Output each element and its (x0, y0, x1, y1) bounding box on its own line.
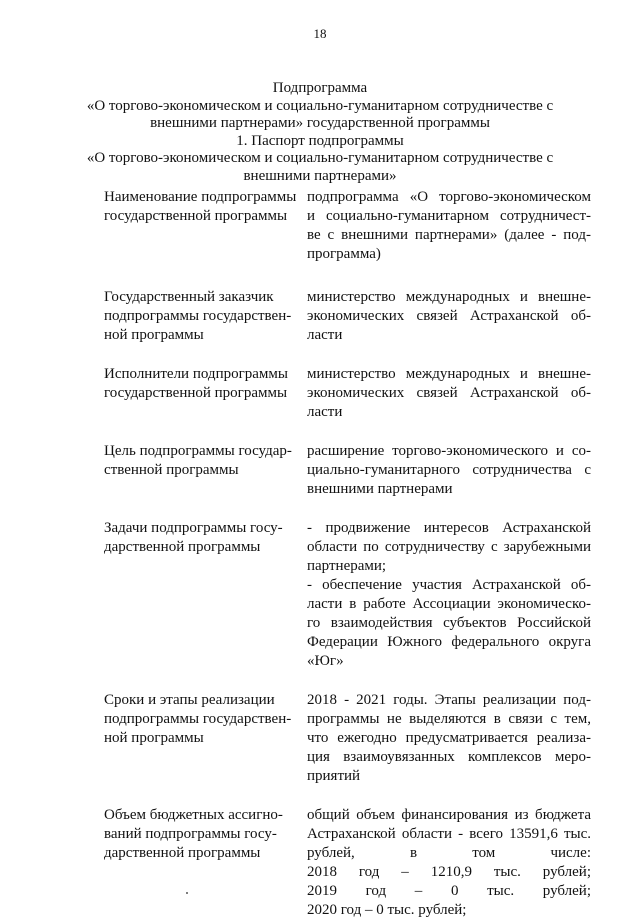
label-line: подпрограммы государствен- (104, 711, 292, 727)
value-line: 2018 год – 1210,9 тыс. рублей; (307, 864, 591, 880)
label-line: дарственной программы (104, 539, 261, 555)
value-line: и социально-гуманитарном сотрудничест- (307, 208, 591, 224)
header-line: «О торгово-экономическом и социально-гуманитарном сотрудничестве с (86, 97, 554, 114)
value-line: - обеспечение участия Астраханской об- (307, 577, 591, 593)
label-line: ной программы (104, 327, 204, 343)
value-line: внешними партнерами (307, 481, 453, 497)
label-line: государственной программы (104, 385, 288, 401)
label-line: ваний подпрограммы госу- (104, 826, 277, 842)
value-line: Федерации Южного федерального округа (307, 634, 591, 650)
passport-table (104, 188, 594, 920)
value-line: го взаимодействия субъектов Российской (307, 615, 591, 631)
header-line: 1. Паспорт подпрограммы (236, 132, 404, 149)
passport-row-tasks (104, 519, 594, 671)
header-line: «О торгово-экономическом и социально-гуманитарном сотрудничестве с (86, 150, 554, 166)
value-line: экономических связей Астраханской об- (307, 385, 591, 401)
value-line: ласти (307, 327, 343, 343)
row-value (307, 442, 591, 499)
value-line: рублей, в том числе: (307, 845, 591, 861)
value-line: циально-гуманитарного сотрудничества с (307, 462, 591, 478)
label-line: Наименование подпрограммы (104, 189, 297, 205)
label-line: ственной программы (104, 462, 239, 478)
header-line: Подпрограмма (272, 80, 368, 96)
value-line: подпрограмма «О торгово-экономическом (307, 189, 591, 205)
value-line: Астраханской области - всего 13591,6 тыс. (307, 826, 591, 842)
row-value (307, 188, 591, 264)
value-line: 2019 год – 0 тыс. рублей; (307, 883, 591, 899)
value-line: партнерами; (307, 558, 387, 574)
value-line: ция взаимоувязанных комплексов меро- (307, 749, 591, 765)
value-line: министерство международных и внешне- (307, 366, 591, 382)
row-value (307, 365, 591, 422)
row-value (307, 519, 591, 671)
row-label (104, 288, 301, 345)
page-number: 18 (313, 26, 327, 41)
scan-speck (186, 892, 188, 894)
value-line: программа) (307, 246, 381, 262)
value-line: ласти (307, 404, 343, 420)
passport-row-customer (104, 288, 594, 345)
label-line: Исполнители подпрограммы (104, 366, 288, 382)
passport-row-timeline (104, 691, 594, 786)
row-label (104, 519, 301, 557)
label-line: ной программы (104, 730, 204, 746)
value-line: - продвижение интересов Астраханской (307, 520, 591, 536)
value-line: ласти в работе Ассоциации экономическо- (307, 596, 591, 612)
label-line: подпрограммы государствен- (104, 308, 292, 324)
row-label (104, 188, 301, 226)
label-line: государственной программы (104, 208, 288, 224)
passport-row-name (104, 188, 594, 264)
row-label (104, 691, 301, 748)
value-line: экономических связей Астраханской об- (307, 308, 591, 324)
label-line: Цель подпрограммы государ- (104, 443, 292, 459)
value-line: расширение торгово-экономического и со- (307, 443, 591, 459)
label-line: Объем бюджетных ассигно- (104, 807, 283, 823)
label-line: дарственной программы (104, 845, 261, 861)
label-line: Сроки и этапы реализации (104, 692, 275, 708)
passport-row-budget (104, 806, 594, 920)
value-line: области по сотрудничеству с зарубежными (307, 539, 591, 555)
header-line: внешними партнерами» (243, 167, 397, 184)
value-line: министерство международных и внешне- (307, 289, 591, 305)
label-line: Задачи подпрограммы госу- (104, 520, 283, 536)
header-line: внешними партнерами» государственной программы (150, 115, 490, 131)
passport-row-goal (104, 442, 594, 499)
value-line: что ежегодно предусматривается реализа- (307, 730, 591, 746)
value-line: программы не выделяются в связи с тем, (307, 711, 591, 727)
passport-row-executors (104, 365, 594, 422)
row-label (104, 365, 301, 403)
value-line: 2018 - 2021 годы. Этапы реализации под- (307, 692, 591, 708)
row-label (104, 442, 301, 480)
row-label (104, 806, 301, 863)
value-line: общий объем финансирования из бюджета (307, 807, 591, 823)
value-line: 2020 год – 0 тыс. рублей; (307, 902, 467, 918)
subprogram-header (60, 80, 580, 185)
value-line: ве с внешними партнерами» (далее - под- (307, 227, 591, 243)
value-line: приятий (307, 768, 361, 784)
value-line: «Юг» (307, 653, 344, 669)
row-value (307, 691, 591, 786)
row-value (307, 806, 591, 920)
row-value (307, 288, 591, 345)
label-line: Государственный заказчик (104, 289, 274, 305)
